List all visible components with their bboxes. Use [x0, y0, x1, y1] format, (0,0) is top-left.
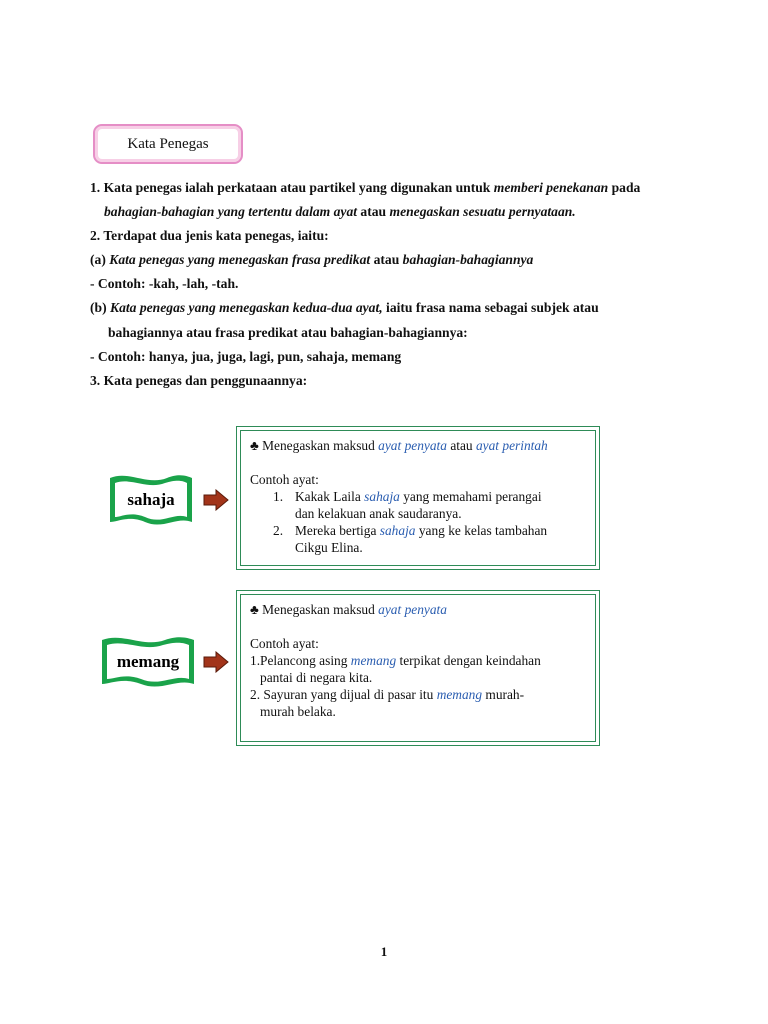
text: ♣ Menegaskan maksud: [250, 438, 379, 453]
sahaja-flag-label: sahaja: [127, 490, 175, 509]
text: atau: [370, 252, 403, 267]
emphasis: Kata penegas yang menegaskan kedua-dua ayat,: [110, 300, 383, 315]
emphasis: sahaja: [364, 489, 400, 504]
example-item-cont: dan kelakuan anak saudaranya.: [295, 506, 462, 521]
text: atau: [446, 438, 476, 453]
sahaja-flag-banner: [107, 472, 195, 528]
emphasis: Kata penegas yang menegaskan frasa predikat: [109, 252, 371, 267]
example-item: [250, 686, 589, 703]
text: murah-: [482, 687, 525, 702]
point-2: 2. Terdapat dua jenis kata penegas, iaitu:: [90, 228, 329, 243]
memang-flag-banner: [99, 634, 197, 690]
text: 1. Kata penegas ialah perkataan atau partikel yang digunakan untuk: [90, 180, 494, 195]
text: yang ke kelas tambahan: [415, 523, 548, 538]
arrow-right-icon: [203, 651, 229, 673]
memang-usage-heading: [250, 601, 589, 618]
emphasis: ayat penyata: [378, 438, 447, 453]
contoh-ayat-label: Contoh ayat:: [250, 472, 319, 487]
point-3: 3. Kata penegas dan penggunaannya:: [90, 373, 308, 388]
example-item-cont: Cikgu Elina.: [295, 540, 363, 555]
text: 1.Pelancong asing: [250, 653, 351, 668]
text: iaitu frasa nama sebagai subjek atau: [382, 300, 599, 315]
example-item-cont: murah belaka.: [260, 704, 336, 719]
text: Mereka bertiga: [295, 523, 380, 538]
contoh-ayat-label: Contoh ayat:: [250, 636, 319, 651]
emphasis: memberi penekanan: [493, 180, 609, 195]
example-item: [250, 522, 589, 539]
emphasis: menegaskan sesuatu pernyataan.: [389, 204, 576, 219]
emphasis: memang: [350, 653, 397, 668]
text: 2. Sayuran yang dijual di pasar itu: [250, 687, 437, 702]
emphasis: ayat perintah: [475, 438, 548, 453]
text: terpikat dengan keindahan: [396, 653, 541, 668]
text: yang memahami perangai: [399, 489, 542, 504]
text: atau: [357, 204, 390, 219]
example-item: [250, 488, 589, 505]
example-item: [250, 652, 589, 669]
text: Kakak Laila: [295, 489, 365, 504]
point-2b-line-1: [90, 300, 599, 316]
emphasis: ayat penyata: [378, 602, 447, 617]
sahaja-example-box: [236, 426, 600, 570]
contoh-1: - Contoh: -kah, -lah, -tah.: [90, 276, 239, 291]
memang-example-box: [236, 590, 600, 746]
emphasis: sahaja: [379, 523, 416, 538]
text: ♣ Menegaskan maksud: [250, 602, 379, 617]
emphasis: bahagian-bahagiannya: [402, 252, 534, 267]
emphasis: bahagian-bahagian yang tertentu dalam ayat: [104, 204, 358, 219]
item-number: 2.: [273, 523, 284, 538]
title-box: [93, 124, 243, 164]
text: pada: [608, 180, 641, 195]
point-2b-line-2: bahagiannya atau frasa predikat atau bahagian-bahagiannya:: [108, 325, 468, 340]
point-1-line-1: [90, 180, 640, 196]
arrow-right-icon: [203, 489, 229, 511]
text: (b): [90, 300, 111, 315]
page-title: Kata Penegas: [127, 135, 209, 152]
page-number: 1: [380, 944, 388, 959]
emphasis: memang: [436, 687, 483, 702]
text: (a): [90, 252, 110, 267]
point-2a: [90, 252, 533, 268]
contoh-2: - Contoh: hanya, jua, juga, lagi, pun, sahaja, memang: [90, 349, 402, 364]
item-number: 1.: [273, 489, 284, 504]
memang-flag-label: memang: [116, 652, 180, 671]
example-item-cont: pantai di negara kita.: [260, 670, 373, 685]
sahaja-usage-heading: [250, 437, 589, 454]
point-1-line-2: [104, 204, 576, 220]
